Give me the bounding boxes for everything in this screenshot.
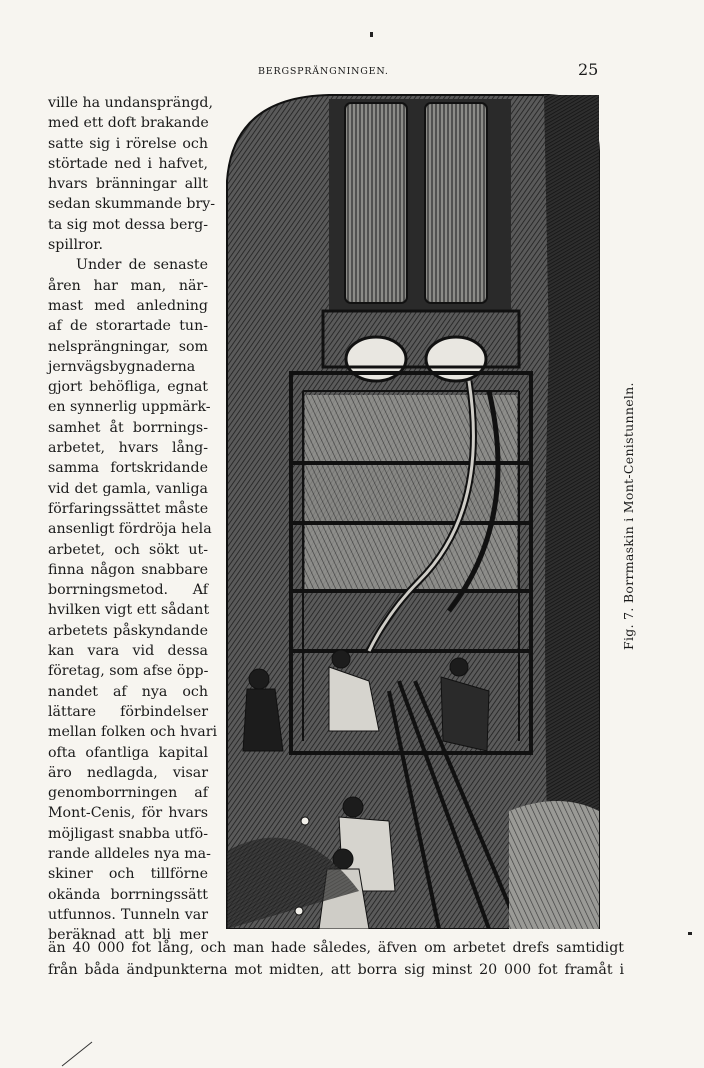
text-line: kan vara vid dessa (48, 643, 208, 660)
text-line: satte sig i rörelse och (48, 135, 208, 152)
text-line: nelsprängningar, som (48, 338, 208, 355)
body-text-full-width (48, 937, 624, 981)
text-line: jernvägsbygnaderna (48, 358, 196, 375)
text-line: från båda ändpunkterna mot midten, att borra sig minst 20 000 fot framåt i (48, 962, 624, 978)
body-text-column (48, 93, 218, 945)
text-line: rande alldeles nya ma- (48, 845, 211, 862)
text-line: arbetet, hvars lång- (48, 440, 208, 457)
text-line: hvilken vigt ett sådant (48, 602, 210, 619)
text-line: ansenligt fördröja hela (48, 521, 212, 538)
figure-caption-box (598, 380, 636, 670)
figure-caption: Fig. 7. Borrmaskin i Mont-Cenistunneln. (621, 382, 636, 650)
text-line: än 40 000 fot lång, och man hade således, äfven om arbetet drefs samtidigt (48, 940, 624, 956)
text-line: sedan skummande bry- (48, 196, 216, 213)
text-line: genomborrningen af (48, 785, 208, 802)
text-line: en synnerlig uppmärk- (48, 399, 211, 416)
text-line: utfunnos. Tunneln var (48, 906, 208, 923)
text-line: okända borrningssätt (48, 886, 208, 903)
text-line: finna någon snabbare (48, 561, 208, 578)
text-line: störtade ned i hafvet, (48, 155, 208, 172)
text-line: äro nedlagda, visar (48, 764, 208, 781)
text-line: lättare förbindelser (48, 703, 208, 720)
text-line: mellan folken och hvari (48, 724, 218, 741)
text-line: företag, som afse öpp- (48, 663, 209, 680)
text-line: arbetet, och sökt ut- (48, 541, 208, 558)
text-line: åren har man, när- (48, 277, 208, 294)
stray-ink-dot (370, 32, 373, 37)
text-line: spillror. (48, 237, 104, 254)
page-number: 25 (578, 60, 599, 79)
text-line: hvars bränningar allt (48, 176, 208, 193)
text-line: arbetets påskyndande (48, 622, 208, 639)
text-line: vid det gamla, vanliga (48, 480, 208, 497)
text-line: förfaringssättet måste (48, 500, 209, 517)
text-line: Under de senaste (76, 257, 208, 274)
text-line: nandet af nya och (48, 683, 208, 700)
text-line: Mont-Cenis, för hvars (48, 805, 208, 822)
text-line: af de storartade tun- (48, 318, 208, 335)
stray-pen-mark (60, 1040, 96, 1068)
engraving-illustration (219, 91, 600, 929)
text-line: ta sig mot dessa berg- (48, 216, 208, 233)
text-line: skiner och tillförne (48, 866, 208, 883)
text-line: med ett doft brakande (48, 115, 209, 132)
text-line: beräknad att bli mer (48, 927, 208, 944)
running-head: BERGSPRÄNGNINGEN. (258, 66, 389, 77)
text-line: ville ha undansprängd, (48, 95, 214, 111)
text-line: mast med anledning (48, 297, 208, 314)
text-line: ofta ofantliga kapital (48, 744, 208, 761)
text-line: samhet åt borrnings- (48, 419, 208, 436)
text-line: samma fortskridande (48, 460, 208, 477)
text-line: borrningsmetod. Af (48, 582, 208, 599)
stray-ink-dot (688, 932, 692, 935)
text-line: gjort behöfliga, egnat (48, 379, 208, 396)
text-line: möjligast snabba utfö- (48, 825, 208, 842)
